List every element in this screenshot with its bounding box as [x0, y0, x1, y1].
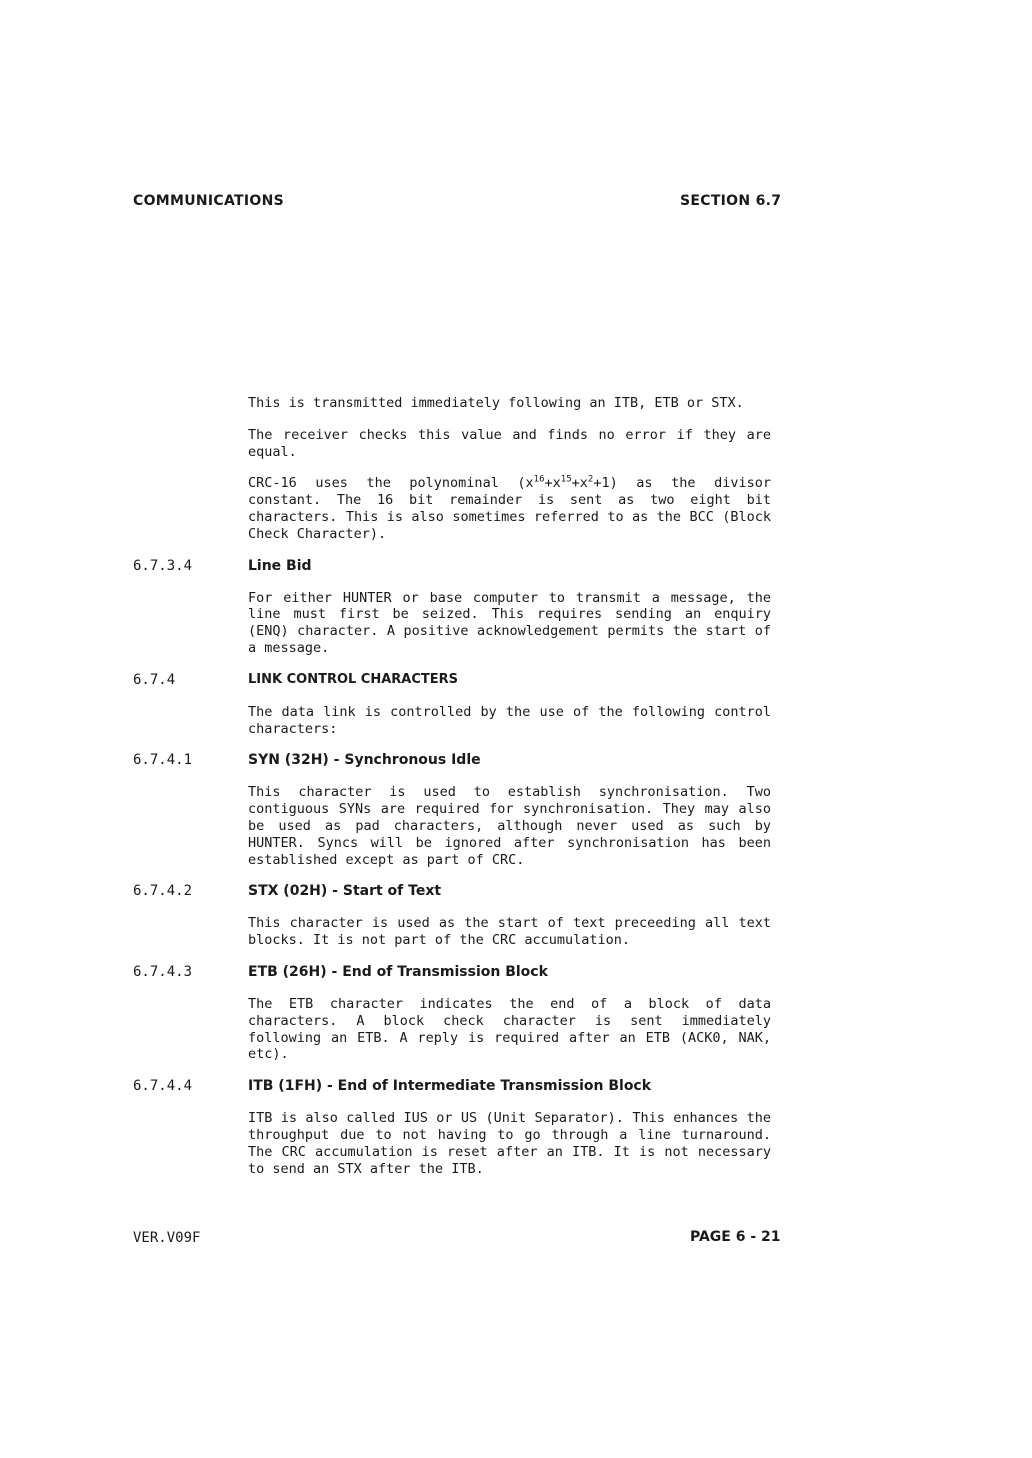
section-text: This character is used to establish synchronisation. Two contiguous SYNs are required for synchronisation. They may also be used as pad characters, although never used as such by HUNTER. Syncs will be ignored after synchronisation has been established except as part of CRC. [248, 784, 771, 868]
section-number: 6.7.4.1 [133, 752, 193, 769]
crc-text-mid-1: +x [544, 475, 561, 492]
section-heading [133, 672, 783, 689]
intro-paragraph-1: This is transmitted immediately following an ITB, ETB or STX. [248, 395, 744, 411]
crc-text-before: CRC-16 uses the polynominal (x [248, 475, 534, 492]
section-title: ITB (1FH) - End of Intermediate Transmission Block [248, 1078, 652, 1095]
page-content [133, 395, 783, 1192]
section-title: STX (02H) - Start of Text [248, 883, 442, 900]
section-heading [133, 558, 783, 575]
crc-text-after: +1) as the divisor constant. The 16 bit remainder is sent as two eight bit characters. This is also sometimes referred to as the BCC (Block Check Character). [248, 475, 771, 542]
section-heading [133, 964, 783, 981]
section-text: The ETB character indicates the end of a block of data characters. A block check character is sent immediately following an ETB. A reply is required after an ETB (ACK0, NAK, etc). [248, 995, 771, 1063]
section-heading [133, 1078, 783, 1095]
crc-exponent-16: 16 [533, 474, 545, 485]
intro-paragraph-3 [248, 475, 771, 542]
section-title: Line Bid [248, 557, 312, 574]
header-left: COMMUNICATIONS [133, 193, 285, 209]
header-right: SECTION 6.7 [680, 193, 782, 209]
section-title: SYN (32H) - Synchronous Idle [248, 752, 481, 769]
section-number: 6.7.4.2 [133, 883, 193, 900]
section-text: ITB is also called IUS or US (Unit Separator). This enhances the throughput due to not having to go through a line turnaround. The CRC accumulation is reset after an ITB. It is not necessary to send an STX after the ITB. [248, 1110, 771, 1177]
section-heading [133, 752, 783, 769]
footer-page-number: PAGE 6 - 21 [690, 1229, 781, 1245]
intro-paragraph-2: The receiver checks this value and finds no error if they are equal. [248, 426, 771, 460]
section-number: 6.7.4.4 [133, 1078, 193, 1095]
crc-exponent-2: 2 [587, 474, 594, 485]
section-text: This character is used as the start of text preceeding all text blocks. It is not part of the CRC accumulation. [248, 915, 771, 949]
section-title: ETB (26H) - End of Transmission Block [248, 963, 548, 980]
section-number: 6.7.4 [133, 671, 176, 688]
section-text: For either HUNTER or base computer to transmit a message, the line must first be seized. This requires sending an enquiry (ENQ) character. A positive acknowledgement permits the start of a message. [248, 589, 771, 656]
section-number: 6.7.3.4 [133, 557, 193, 574]
crc-exponent-15: 15 [560, 474, 572, 485]
section-text: The data link is controlled by the use of the following control characters: [248, 703, 771, 737]
crc-text-mid-2: +x [571, 475, 588, 492]
section-title: LINK CONTROL CHARACTERS [248, 671, 459, 687]
section-number: 6.7.4.3 [133, 963, 193, 980]
section-heading [133, 883, 783, 900]
footer-version: VER.V09F [133, 1230, 201, 1246]
